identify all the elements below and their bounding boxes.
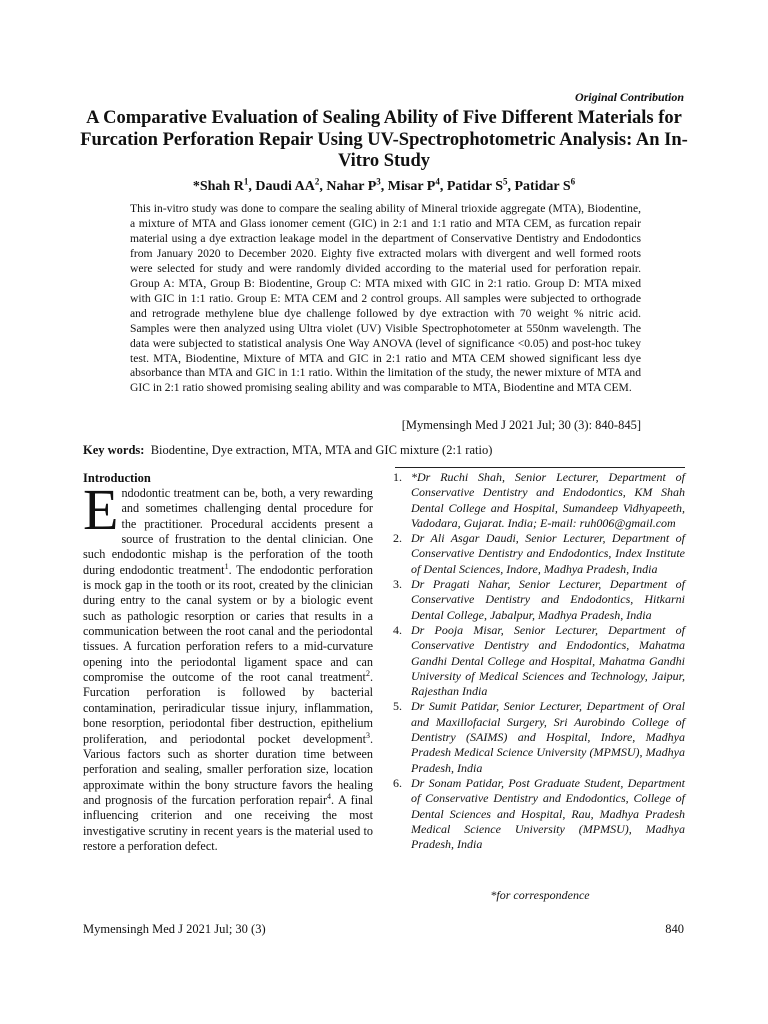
affiliation-item: 2. Dr Ali Asgar Daudi, Senior Lecturer, Department of Conservative Dentistry and Endodontics, Index Institute of Dental Sciences, Indore, Madhya Pradesh, India [393, 531, 685, 576]
abstract: This in-vitro study was done to compare the sealing ability of Mineral trioxide aggregate (MTA), Biodentine, a mixture of MTA and Glass ionomer cement (GIC) in 2:1 and 1:1 ratio and MTA CEM, as furcation repair material using a dye extraction leakage model in the department of Conservative Dentistry and Endodontics from January 2020 to December 2020. Eighty five extracted molars with divergent and well formed roots were selected for study and were randomly divided according to the material used for perforation repair. Group A: MTA, Group B: Biodentine, Group C: MTA mixed with GIC in 2:1 ratio. Group D: MTA mixed with GIC in 1:1 ratio. Group E: MTA CEM and 2 control groups. All samples were subjected to orthograde and retrograde methylene blue dye challenge followed by dye extraction with 70 weight % nitric acid. Samples were then analyzed using Ultra violet (UV) Visible Spectrophotometer at 550nm wavelength. The data were subjected to statistical analysis One Way ANOVA (level of significance <0.05) and post-hoc tukey test. MTA, Biodentine, Mixture of MTA and GIC in 2:1 ratio and MTA CEM showed significant less dye absorbance than MTA and GIC in 1:1 ratio. Within the limitation of the study, the newer mixture of MTA and GIC in 2:1 ratio showed promising sealing ability and was comparable to MTA, Biodentine and MTA CEM. [130, 202, 641, 395]
author: Nahar $P^3$, [326, 176, 388, 194]
introduction-heading: Introduction [83, 471, 151, 485]
article-title: A Comparative Evaluation of Sealing Ability of Five Different Materials for Furcation Perforation Repair Using UV-Spectrophotometric Analysis: An In-Vitro Study [80, 108, 688, 171]
affiliation-item: 4. Dr Pooja Misar, Senior Lecturer, Department of Conservative Dentistry and Endodontics, Mahatma Gandhi Dental College and Hospital, Mahatma Gandhi University of Medical Sciences and Technology, Jaipur, Rajesthan India [393, 622, 685, 699]
citation: [Mymensingh Med J 2021 Jul; 30 (3): 840-845] [401, 418, 641, 432]
reference-marker: 4 [327, 791, 332, 801]
reference-marker: 3 [365, 730, 370, 740]
author-list [70, 176, 698, 195]
affiliations-divider [395, 467, 685, 468]
affiliation-item: 1. *Dr Ruchi Shah, Senior Lecturer, Department of Conservative Dentistry and Endodontics, KM Shah Dental College and Hospital, Sumandeep Vidhyapeeth, Vadodara, Gujarat. India; E-mail: ruh006@gmail.com [393, 470, 685, 530]
affiliations-list [393, 470, 685, 852]
reference-marker: 1 [224, 561, 229, 571]
drop-cap: E [83, 477, 119, 542]
reference-marker: 2 [365, 669, 370, 679]
page-number: 840 [665, 922, 684, 936]
author: Daudi $AA^2$, [255, 176, 327, 194]
keywords-label: Key words: [83, 443, 145, 457]
keywords-text: Biodentine, Dye extraction, MTA, MTA and GIC mixture (2:1 ratio) [150, 443, 493, 457]
author: Patidar $S^5$, [446, 176, 515, 194]
section-label: Original Contribution [574, 90, 684, 104]
keywords [83, 443, 492, 458]
footer-journal: Mymensingh Med J 2021 Jul; 30 (3) [83, 922, 266, 936]
introduction-body: Endodontic treatment can be, both, a very rewarding and sometimes challenging dental procedure for the practitioner. Procedural accidents present a source of frustration to the dental clinician. One such endodontic mishap is the perforation of the tooth during endodontic treatment$^1$. The endodontic perforation is mock gap in the tooth or its root, created by the clinician during entry to the canal system or by a biologic event such as pathologic resorption or caries that results in a communication between the root canal and the periodontal tissues. A furcation perforation refers to a mid-curvature opening into the periodontal ligament space and can compromise the outcome of the root canal treatment$^2$. Furcation perforation is followed by bacterial contamination, periradicular tissue injury, inflammation, bone resorption, periodontal fiber destruction, epithelium proliferation, and periodontal pocket development$^3$. Various factors such as shorter duration time between perforation and sealing, smaller perforation size, location approximate within the bony structure favors the healing and prognosis of the furcation perforation repair$^4$. A final influencing criterion and one receiving the most investigative scrutiny in recent years is the material used to restore a perforation defect. [83, 477, 373, 853]
affiliation-item: 3. Dr Pragati Nahar, Senior Lecturer, Department of Conservative Dentistry and Endodontics, Hitkarni Dental College, Jabalpur, Madhya Pradesh, India [393, 577, 685, 622]
affiliation-item: 6. Dr Sonam Patidar, Post Graduate Student, Department of Conservative Dentistry and Endodontics, College of Dental Sciences and Hospital, Rau, Madhya Pradesh Medical Science University (MPMSU), Madhya Pradesh, India [393, 775, 685, 852]
correspondence-note: *for correspondence [490, 888, 590, 902]
author: Misar $P^4$, [387, 176, 447, 194]
author: Patidar $S^6$ [514, 176, 576, 194]
author: *Shah $R^1$, [192, 176, 256, 194]
affiliation-item: 5. Dr Sumit Patidar, Senior Lecturer, Department of Oral and Maxillofacial Surgery, Sri Aurobindo College of Dentistry (SAIMS) and Hospital, Indore, Madhya Pradesh Medical Science University (MPMSU), Madhya Pradesh, India [393, 699, 685, 775]
